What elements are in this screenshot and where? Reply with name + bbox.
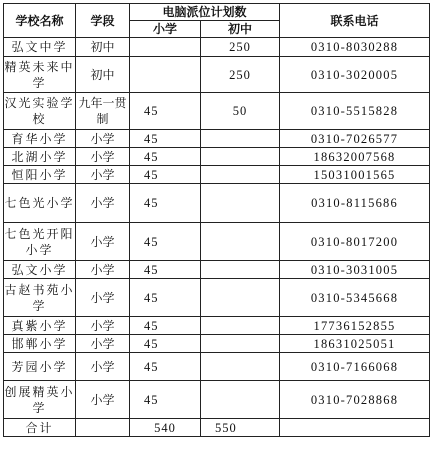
header-plan: 电脑派位计划数 xyxy=(130,4,280,21)
school-name: 创展精英小学 xyxy=(4,381,76,419)
junior-count xyxy=(201,223,280,261)
phone: 0310-5345668 xyxy=(280,279,430,317)
junior-count xyxy=(201,279,280,317)
total-phone xyxy=(280,419,430,437)
stage: 小学 xyxy=(76,130,130,148)
stage: 小学 xyxy=(76,279,130,317)
table-row xyxy=(4,38,430,57)
table-row xyxy=(4,261,430,279)
primary-count: 45 xyxy=(130,93,201,130)
table-row xyxy=(4,166,430,184)
junior-count xyxy=(201,166,280,184)
table-row xyxy=(4,148,430,166)
stage: 初中 xyxy=(76,57,130,93)
table-row xyxy=(4,353,430,381)
primary-count: 45 xyxy=(130,166,201,184)
stage: 小学 xyxy=(76,223,130,261)
total-primary: 540 xyxy=(130,419,201,437)
primary-count: 45 xyxy=(130,317,201,335)
junior-count xyxy=(201,184,280,223)
stage: 初中 xyxy=(76,38,130,57)
school-name: 七色光开阳小学 xyxy=(4,223,76,261)
primary-count: 45 xyxy=(130,184,201,223)
header-school: 学校名称 xyxy=(4,4,76,38)
stage: 九年一贯制 xyxy=(76,93,130,130)
table-row xyxy=(4,184,430,223)
school-plan-table xyxy=(3,3,430,437)
primary-count: 45 xyxy=(130,130,201,148)
phone: 0310-8030288 xyxy=(280,38,430,57)
header-row-1 xyxy=(4,4,430,21)
phone: 0310-3020005 xyxy=(280,57,430,93)
school-name: 恒阳小学 xyxy=(4,166,76,184)
table-row xyxy=(4,93,430,130)
school-name: 七色光小学 xyxy=(4,184,76,223)
junior-count: 250 xyxy=(201,38,280,57)
phone: 0310-3031005 xyxy=(280,261,430,279)
stage: 小学 xyxy=(76,184,130,223)
primary-count: 45 xyxy=(130,223,201,261)
junior-count xyxy=(201,353,280,381)
header-stage: 学段 xyxy=(76,4,130,38)
primary-count: 45 xyxy=(130,381,201,419)
primary-count xyxy=(130,57,201,93)
phone: 0310-8017200 xyxy=(280,223,430,261)
table-row xyxy=(4,279,430,317)
junior-count xyxy=(201,335,280,353)
total-row xyxy=(4,419,430,437)
school-name: 芳园小学 xyxy=(4,353,76,381)
stage: 小学 xyxy=(76,335,130,353)
stage: 小学 xyxy=(76,381,130,419)
phone: 18631025051 xyxy=(280,335,430,353)
phone: 18632007568 xyxy=(280,148,430,166)
phone: 17736152855 xyxy=(280,317,430,335)
phone: 0310-5515828 xyxy=(280,93,430,130)
junior-count xyxy=(201,317,280,335)
school-name: 汉光实验学校 xyxy=(4,93,76,130)
stage: 小学 xyxy=(76,317,130,335)
junior-count xyxy=(201,148,280,166)
stage: 小学 xyxy=(76,166,130,184)
total-junior: 550 xyxy=(201,419,280,437)
header-contact: 联系电话 xyxy=(280,4,430,38)
junior-count xyxy=(201,261,280,279)
phone: 0310-7166068 xyxy=(280,353,430,381)
primary-count: 45 xyxy=(130,148,201,166)
school-name: 育华小学 xyxy=(4,130,76,148)
school-name: 北湖小学 xyxy=(4,148,76,166)
primary-count: 45 xyxy=(130,353,201,381)
school-name: 真紫小学 xyxy=(4,317,76,335)
school-name: 弘文中学 xyxy=(4,38,76,57)
school-name: 精英未来中学 xyxy=(4,57,76,93)
school-name: 邯郸小学 xyxy=(4,335,76,353)
phone: 15031001565 xyxy=(280,166,430,184)
total-stage xyxy=(76,419,130,437)
school-name: 弘文小学 xyxy=(4,261,76,279)
primary-count: 45 xyxy=(130,279,201,317)
stage: 小学 xyxy=(76,261,130,279)
junior-count: 50 xyxy=(201,93,280,130)
phone: 0310-7028868 xyxy=(280,381,430,419)
stage: 小学 xyxy=(76,148,130,166)
table-row xyxy=(4,317,430,335)
junior-count: 250 xyxy=(201,57,280,93)
junior-count xyxy=(201,381,280,419)
table-row xyxy=(4,57,430,93)
phone: 0310-8115686 xyxy=(280,184,430,223)
primary-count: 45 xyxy=(130,335,201,353)
primary-count xyxy=(130,38,201,57)
primary-count: 45 xyxy=(130,261,201,279)
junior-count xyxy=(201,130,280,148)
table-row xyxy=(4,335,430,353)
table-row xyxy=(4,130,430,148)
table-row xyxy=(4,381,430,419)
table-row xyxy=(4,223,430,261)
total-label: 合计 xyxy=(4,419,76,437)
header-primary: 小学 xyxy=(130,21,201,38)
stage: 小学 xyxy=(76,353,130,381)
phone: 0310-7026577 xyxy=(280,130,430,148)
header-junior: 初中 xyxy=(201,21,280,38)
school-name: 古赵书苑小学 xyxy=(4,279,76,317)
